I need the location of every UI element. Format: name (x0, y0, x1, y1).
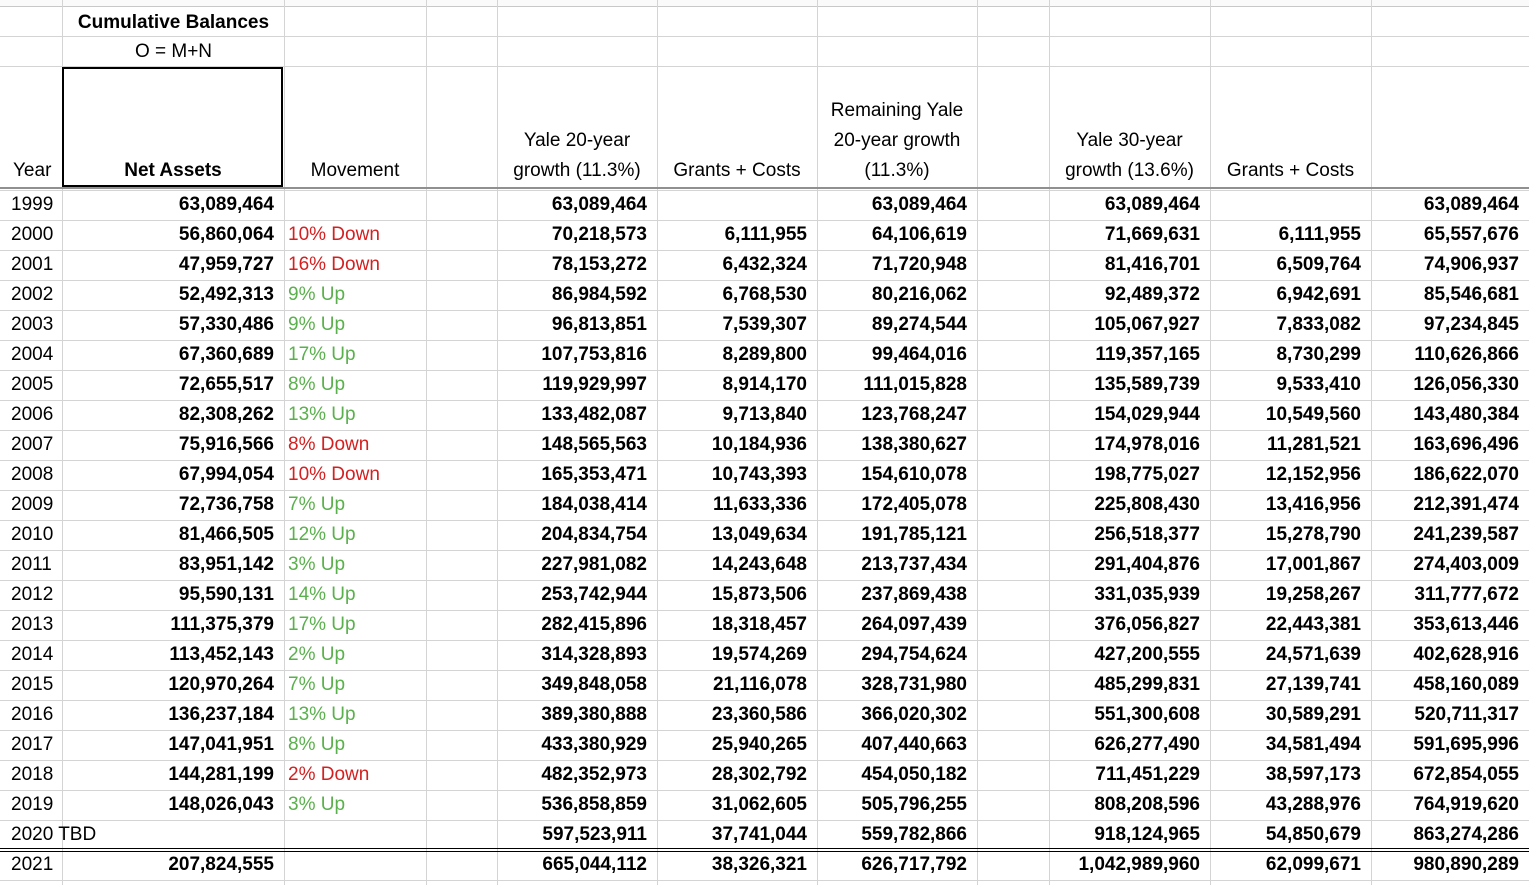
remaining-yale-20-cell[interactable]: 237,869,438 (861, 584, 967, 605)
net-assets-cell[interactable]: 111,375,379 (170, 614, 274, 635)
yale-20-growth-cell[interactable]: 184,038,414 (541, 494, 647, 515)
movement-cell[interactable]: 13% Up (288, 404, 356, 425)
net-assets-cell[interactable]: 144,281,199 (168, 764, 274, 785)
net-assets-cell[interactable]: 148,026,043 (168, 794, 274, 815)
net-assets-cell[interactable]: 67,360,689 (178, 344, 274, 365)
net-assets-cell[interactable]: 147,041,951 (168, 734, 274, 755)
movement-cell[interactable]: 3% Up (288, 794, 346, 815)
yale-20-growth-cell[interactable]: 253,742,944 (541, 584, 647, 605)
year-cell[interactable]: 2004 (11, 344, 54, 365)
movement-cell[interactable]: 3% Up (288, 554, 346, 575)
grants-costs-20-cell[interactable]: 10,743,393 (711, 464, 807, 485)
remaining-30-cell[interactable]: 63,089,464 (1423, 194, 1519, 215)
yale-30-growth-cell[interactable]: 81,416,701 (1104, 254, 1200, 275)
year-cell[interactable]: 2020 TBD (11, 824, 97, 845)
grants-costs-30-cell[interactable]: 6,509,764 (1276, 254, 1361, 275)
grants-costs-30-cell[interactable]: 13,416,956 (1265, 494, 1361, 515)
remaining-30-cell[interactable]: 212,391,474 (1413, 494, 1519, 515)
grants-costs-20-cell[interactable]: 13,049,634 (711, 524, 807, 545)
year-cell[interactable]: 2013 (11, 614, 54, 635)
grants-costs-20-cell[interactable]: 31,062,605 (711, 794, 807, 815)
remaining-yale-20-cell[interactable]: 111,015,828 (863, 374, 967, 395)
net-assets-cell[interactable]: 72,655,517 (178, 374, 274, 395)
yale-20-growth-cell[interactable]: 107,753,816 (541, 344, 647, 365)
grants-costs-20-cell[interactable]: 9,713,840 (722, 404, 807, 425)
yale-20-growth-cell[interactable]: 133,482,087 (541, 404, 647, 425)
yale-20-growth-cell[interactable]: 96,813,851 (551, 314, 647, 335)
movement-cell[interactable]: 8% Down (288, 434, 370, 455)
grants-costs-30-cell[interactable]: 10,549,560 (1265, 404, 1361, 425)
movement-cell[interactable] (288, 850, 426, 880)
grants-costs-20-cell[interactable]: 7,539,307 (722, 314, 807, 335)
grants-costs-30-cell[interactable]: 15,278,790 (1265, 524, 1361, 545)
remaining-yale-20-cell[interactable]: 123,768,247 (861, 404, 967, 425)
year-cell[interactable]: 2019 (11, 794, 54, 815)
movement-cell[interactable]: 2% Up (288, 644, 346, 665)
remaining-30-cell[interactable]: 764,919,620 (1413, 794, 1519, 815)
grid-row-line (0, 880, 1529, 881)
yale-30-growth-cell[interactable]: 1,042,989,960 (1078, 854, 1200, 875)
remaining-30-cell[interactable]: 520,711,317 (1414, 704, 1519, 725)
yale-20-growth-cell[interactable]: 78,153,272 (551, 254, 647, 275)
year-cell[interactable]: 2002 (11, 284, 54, 305)
grants-costs-20-cell[interactable]: 21,116,078 (712, 674, 807, 695)
yale-20-growth-cell[interactable]: 86,984,592 (551, 284, 647, 305)
net-assets-cell[interactable]: 81,466,505 (178, 524, 274, 545)
grants-costs-30-cell[interactable]: 17,001,867 (1265, 554, 1361, 575)
yale-20-growth-cell[interactable]: 227,981,082 (541, 554, 647, 575)
yale-20-growth-cell[interactable]: 63,089,464 (551, 194, 647, 215)
header-net-assets[interactable]: Net Assets (124, 160, 222, 181)
remaining-30-cell[interactable]: 163,696,496 (1413, 434, 1519, 455)
year-cell[interactable]: 2016 (11, 704, 54, 725)
remaining-30-cell[interactable]: 110,626,866 (1414, 344, 1519, 365)
yale-30-growth-cell[interactable]: 105,067,927 (1094, 314, 1200, 335)
yale-30-growth-cell[interactable]: 174,978,016 (1094, 434, 1200, 455)
remaining-yale-20-cell[interactable]: 264,097,439 (861, 614, 967, 635)
remaining-yale-20-cell[interactable]: 154,610,078 (861, 464, 967, 485)
yale-30-growth-cell[interactable]: 551,300,608 (1094, 704, 1200, 725)
yale-30-growth-cell[interactable]: 626,277,490 (1094, 734, 1200, 755)
grants-costs-30-cell[interactable]: 12,152,956 (1265, 464, 1361, 485)
remaining-30-cell[interactable]: 126,056,330 (1413, 374, 1519, 395)
yale-30-growth-cell[interactable]: 376,056,827 (1094, 614, 1200, 635)
remaining-yale-20-cell[interactable]: 213,737,434 (861, 554, 967, 575)
remaining-yale-20-cell[interactable]: 454,050,182 (861, 764, 967, 785)
year-cell[interactable]: 2018 (11, 764, 54, 785)
yale-20-growth-cell[interactable]: 482,352,973 (541, 764, 647, 785)
remaining-30-cell[interactable]: 353,613,446 (1413, 614, 1519, 635)
remaining-30-cell[interactable]: 591,695,996 (1413, 734, 1519, 755)
header-empty[interactable] (1371, 67, 1529, 186)
grants-costs-20-cell[interactable]: 6,432,324 (722, 254, 807, 275)
grants-costs-20-cell[interactable] (657, 190, 807, 220)
movement-cell[interactable]: 10% Down (288, 464, 380, 485)
remaining-yale-20-cell[interactable]: 505,796,255 (861, 794, 967, 815)
header-remaining-yale-20[interactable]: Remaining Yale 20-year growth (11.3%) (830, 100, 964, 181)
movement-cell[interactable] (288, 820, 426, 850)
net-assets-cell[interactable]: 63,089,464 (178, 194, 274, 215)
grants-costs-30-cell[interactable]: 27,139,741 (1265, 674, 1361, 695)
header-grants-costs-20[interactable]: Grants + Costs (673, 160, 801, 181)
yale-30-growth-cell[interactable]: 256,518,377 (1094, 524, 1200, 545)
movement-cell[interactable]: 9% Up (288, 284, 346, 305)
remaining-yale-20-cell[interactable]: 89,274,544 (871, 314, 967, 335)
header-year[interactable]: Year (13, 160, 52, 181)
header-yale-30-growth[interactable]: Yale 30-year growth (13.6%) (1065, 130, 1194, 181)
remaining-yale-20-cell[interactable]: 559,782,866 (861, 824, 967, 845)
yale-30-growth-cell[interactable]: 154,029,944 (1094, 404, 1200, 425)
net-assets-cell[interactable]: 207,824,555 (168, 854, 274, 875)
year-cell[interactable]: 2008 (11, 464, 54, 485)
net-assets-cell[interactable]: 120,970,264 (168, 674, 274, 695)
remaining-yale-20-cell[interactable]: 80,216,062 (871, 284, 967, 305)
grants-costs-30-cell[interactable]: 54,850,679 (1265, 824, 1361, 845)
net-assets-cell[interactable]: 113,452,143 (169, 644, 274, 665)
grants-costs-20-cell[interactable]: 8,289,800 (722, 344, 807, 365)
yale-30-growth-cell[interactable]: 711,451,229 (1095, 764, 1200, 785)
yale-20-growth-cell[interactable]: 665,044,112 (542, 854, 647, 875)
yale-30-growth-cell[interactable]: 135,589,739 (1094, 374, 1200, 395)
column-header-strip (0, 0, 1529, 7)
yale-20-growth-cell[interactable]: 148,565,563 (541, 434, 647, 455)
net-assets-cell[interactable]: 47,959,727 (178, 254, 274, 275)
movement-cell[interactable]: 7% Up (288, 494, 346, 515)
yale-30-growth-cell[interactable]: 485,299,831 (1094, 674, 1200, 695)
movement-cell[interactable]: 17% Up (288, 614, 356, 635)
header-movement[interactable]: Movement (310, 160, 400, 181)
formula-cell[interactable]: O = M+N (134, 41, 213, 62)
remaining-30-cell[interactable]: 980,890,289 (1413, 854, 1519, 875)
yale-20-growth-cell[interactable]: 70,218,573 (551, 224, 647, 245)
grants-costs-20-cell[interactable]: 28,302,792 (711, 764, 807, 785)
remaining-30-cell[interactable]: 74,906,937 (1423, 254, 1519, 275)
remaining-30-cell[interactable]: 186,622,070 (1413, 464, 1519, 485)
grants-costs-30-cell[interactable]: 24,571,639 (1265, 644, 1361, 665)
remaining-30-cell[interactable]: 672,854,055 (1413, 764, 1519, 785)
year-cell[interactable]: 2011 (11, 554, 52, 575)
header-yale-20-growth[interactable]: Yale 20-year growth (11.3%) (513, 130, 641, 181)
net-assets-cell[interactable]: 52,492,313 (178, 284, 274, 305)
grants-costs-30-cell[interactable]: 43,288,976 (1265, 794, 1361, 815)
yale-30-growth-cell[interactable]: 291,404,876 (1094, 554, 1200, 575)
remaining-30-cell[interactable]: 97,234,845 (1423, 314, 1519, 335)
remaining-30-cell[interactable]: 65,557,676 (1423, 224, 1519, 245)
grants-costs-20-cell[interactable]: 19,574,269 (711, 644, 807, 665)
remaining-30-cell[interactable]: 458,160,089 (1413, 674, 1519, 695)
header-empty[interactable] (977, 67, 1049, 186)
movement-cell[interactable]: 12% Up (288, 524, 356, 545)
remaining-yale-20-cell[interactable]: 626,717,792 (861, 854, 967, 875)
header-bottom-border (0, 187, 1529, 189)
yale-20-growth-cell[interactable]: 204,834,754 (541, 524, 647, 545)
net-assets-cell[interactable]: 67,994,054 (178, 464, 274, 485)
remaining-30-cell[interactable]: 143,480,384 (1413, 404, 1519, 425)
grants-costs-20-cell[interactable]: 38,326,321 (711, 854, 807, 875)
grants-costs-30-cell[interactable]: 30,589,291 (1265, 704, 1361, 725)
yale-20-growth-cell[interactable]: 389,380,888 (541, 704, 647, 725)
year-cell[interactable]: 2006 (11, 404, 54, 425)
net-assets-cell[interactable] (62, 820, 274, 850)
year-cell[interactable]: 2005 (11, 374, 54, 395)
movement-cell[interactable]: 9% Up (288, 314, 346, 335)
remaining-yale-20-cell[interactable]: 407,440,663 (861, 734, 967, 755)
movement-cell[interactable]: 13% Up (288, 704, 356, 725)
grants-costs-20-cell[interactable]: 8,914,170 (722, 374, 807, 395)
remaining-yale-20-cell[interactable]: 328,731,980 (861, 674, 967, 695)
net-assets-cell[interactable]: 57,330,486 (178, 314, 274, 335)
yale-30-growth-cell[interactable]: 63,089,464 (1104, 194, 1200, 215)
movement-cell[interactable]: 17% Up (288, 344, 356, 365)
grants-costs-30-cell[interactable]: 6,111,955 (1278, 224, 1361, 245)
grants-costs-20-cell[interactable]: 15,873,506 (711, 584, 807, 605)
yale-20-growth-cell[interactable]: 282,415,896 (541, 614, 647, 635)
grants-costs-30-cell[interactable]: 19,258,267 (1265, 584, 1361, 605)
net-assets-cell[interactable]: 136,237,184 (168, 704, 274, 725)
grants-costs-30-cell[interactable]: 9,533,410 (1276, 374, 1361, 395)
year-cell[interactable]: 2007 (11, 434, 54, 455)
remaining-yale-20-cell[interactable]: 366,020,302 (861, 704, 967, 725)
movement-cell[interactable]: 10% Down (288, 224, 380, 245)
movement-cell[interactable]: 8% Up (288, 374, 346, 395)
remaining-yale-20-cell[interactable]: 99,464,016 (871, 344, 967, 365)
grants-costs-30-cell[interactable]: 38,597,173 (1265, 764, 1361, 785)
remaining-30-cell[interactable]: 311,777,672 (1414, 584, 1519, 605)
remaining-yale-20-cell[interactable]: 138,380,627 (861, 434, 967, 455)
remaining-yale-20-cell[interactable]: 64,106,619 (871, 224, 967, 245)
yale-20-growth-cell[interactable]: 314,328,893 (541, 644, 647, 665)
net-assets-cell[interactable]: 56,860,064 (178, 224, 274, 245)
remaining-30-cell[interactable]: 402,628,916 (1413, 644, 1519, 665)
movement-cell[interactable] (288, 190, 426, 220)
movement-cell[interactable]: 7% Up (288, 674, 346, 695)
year-cell[interactable]: 2021 (11, 854, 54, 875)
grants-costs-30-cell[interactable] (1210, 190, 1361, 220)
year-cell[interactable]: 2001 (11, 254, 54, 275)
remaining-yale-20-cell[interactable]: 191,785,121 (861, 524, 967, 545)
remaining-yale-20-cell[interactable]: 172,405,078 (861, 494, 967, 515)
year-cell[interactable]: 1999 (11, 194, 54, 215)
grants-costs-20-cell[interactable]: 14,243,648 (711, 554, 807, 575)
yale-30-growth-cell[interactable]: 119,357,165 (1095, 344, 1200, 365)
yale-30-growth-cell[interactable]: 808,208,596 (1094, 794, 1200, 815)
year-cell[interactable]: 2009 (11, 494, 54, 515)
yale-30-growth-cell[interactable]: 71,669,631 (1104, 224, 1200, 245)
remaining-30-cell[interactable]: 274,403,009 (1413, 554, 1519, 575)
grants-costs-20-cell[interactable]: 6,768,530 (722, 284, 807, 305)
yale-30-growth-cell[interactable]: 918,124,965 (1094, 824, 1200, 845)
year-cell[interactable]: 2015 (11, 674, 54, 695)
year-cell[interactable]: 2012 (11, 584, 54, 605)
grants-costs-30-cell[interactable]: 7,833,082 (1276, 314, 1361, 335)
grants-costs-20-cell[interactable]: 37,741,044 (711, 824, 807, 845)
year-cell[interactable]: 2003 (11, 314, 54, 335)
yale-20-growth-cell[interactable]: 597,523,911 (542, 824, 647, 845)
yale-20-growth-cell[interactable]: 433,380,929 (541, 734, 647, 755)
yale-20-growth-cell[interactable]: 165,353,471 (541, 464, 647, 485)
yale-20-growth-cell[interactable]: 119,929,997 (542, 374, 647, 395)
remaining-yale-20-cell[interactable]: 63,089,464 (871, 194, 967, 215)
yale-30-growth-cell[interactable]: 225,808,430 (1094, 494, 1200, 515)
net-assets-cell[interactable]: 72,736,758 (178, 494, 274, 515)
year-cell[interactable]: 2000 (11, 224, 54, 245)
grants-costs-30-cell[interactable]: 34,581,494 (1265, 734, 1361, 755)
net-assets-cell[interactable]: 83,951,142 (178, 554, 274, 575)
header-grants-costs-30[interactable]: Grants + Costs (1226, 160, 1355, 181)
grants-costs-20-cell[interactable]: 25,940,265 (711, 734, 807, 755)
yale-30-growth-cell[interactable]: 198,775,027 (1094, 464, 1200, 485)
remaining-yale-20-cell[interactable]: 294,754,624 (861, 644, 967, 665)
grants-costs-20-cell[interactable]: 23,360,586 (711, 704, 807, 725)
year-cell[interactable]: 2014 (11, 644, 54, 665)
year-cell[interactable]: 2017 (11, 734, 54, 755)
grants-costs-30-cell[interactable]: 11,281,521 (1266, 434, 1361, 455)
grants-costs-30-cell[interactable]: 22,443,381 (1265, 614, 1361, 635)
net-assets-cell[interactable]: 82,308,262 (178, 404, 274, 425)
movement-cell[interactable]: 2% Down (288, 764, 370, 785)
grants-costs-30-cell[interactable]: 6,942,691 (1276, 284, 1361, 305)
movement-cell[interactable]: 14% Up (288, 584, 356, 605)
net-assets-cell[interactable]: 95,590,131 (178, 584, 274, 605)
remaining-30-cell[interactable]: 241,239,587 (1413, 524, 1519, 545)
yale-20-growth-cell[interactable]: 536,858,859 (541, 794, 647, 815)
grants-costs-20-cell[interactable]: 11,633,336 (712, 494, 807, 515)
remaining-30-cell[interactable]: 85,546,681 (1423, 284, 1519, 305)
remaining-yale-20-cell[interactable]: 71,720,948 (871, 254, 967, 275)
yale-30-growth-cell[interactable]: 92,489,372 (1104, 284, 1200, 305)
cumulative-title[interactable]: Cumulative Balances (77, 12, 270, 33)
grants-costs-30-cell[interactable]: 62,099,671 (1265, 854, 1361, 875)
movement-cell[interactable]: 16% Down (288, 254, 380, 275)
grants-costs-30-cell[interactable]: 8,730,299 (1276, 344, 1361, 365)
yale-20-growth-cell[interactable]: 349,848,058 (541, 674, 647, 695)
movement-cell[interactable]: 8% Up (288, 734, 346, 755)
grants-costs-20-cell[interactable]: 6,111,955 (724, 224, 807, 245)
header-empty[interactable] (426, 67, 497, 186)
year-cell[interactable]: 2010 (11, 524, 54, 545)
grants-costs-20-cell[interactable]: 10,184,936 (711, 434, 807, 455)
yale-30-growth-cell[interactable]: 427,200,555 (1094, 644, 1200, 665)
grants-costs-20-cell[interactable]: 18,318,457 (711, 614, 807, 635)
remaining-30-cell[interactable]: 863,274,286 (1413, 824, 1519, 845)
yale-30-growth-cell[interactable]: 331,035,939 (1094, 584, 1200, 605)
net-assets-cell[interactable]: 75,916,566 (178, 434, 274, 455)
